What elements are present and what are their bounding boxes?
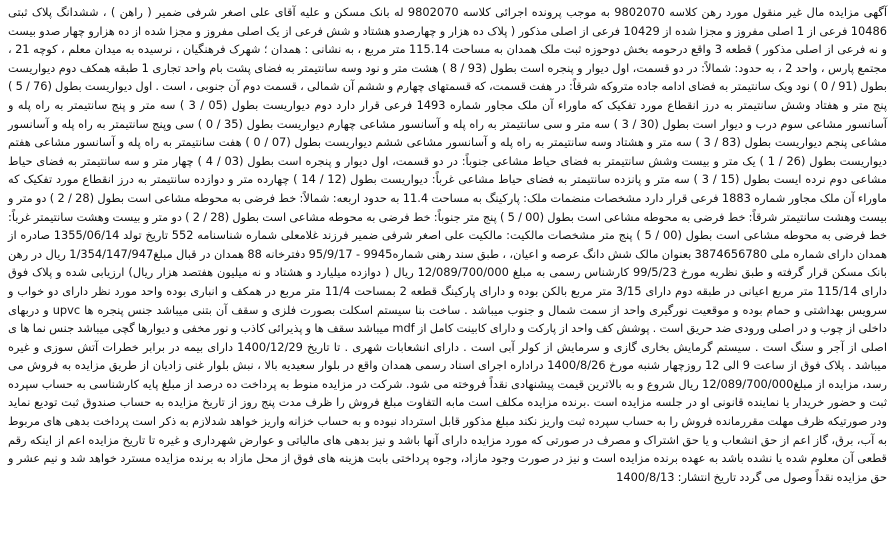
notice-body-text: آگهی مزایده مال غیر منقول مورد رهن کلاسه 9802070 به موجب پرونده اجرائی کلاسه 9802070 له بانک مسکن و علیه آقای علی اصغر شرفی ضمیر ( راهن ) ، ششدانگ پلاک ثبتی 10486 فرعی از 1 اصلی مفروز و مجزا شده از 10429 فرعی از اصلی مذکور ( پلاک ده هزار و چهارصدو هشتاد و شش فرعی از یک اصلی مفروز و مجزا شده از ده هزارو چهار صدو بیست و نه فرعی از اصلی مذکور ) قطعه 3 واقع درحومه بخش دوحوزه ثبت ملک همدان به مساحت 115.14 متر مربع ، به نشانی : همدان ؛ شهرک فرهنگیان ، نرسیده به میدان معلم ، کوچه 21 ، مجتمع پارس ، واحد 2 ، به حدود: شمالاً: در دو قسمت، اول دیوار و پنجره است بطول (93 / 8 ) هشت متر و نود وسه سانتیمتر به فضای پشت بام واحد تجاری 1 طبقه همکف دوم دیواریست بطول (91 / 0 ) نود ویک سانتیمتر به فضای ادامه جاده متروکه شرقاً: در هفت قسمت، که قسمتهای چهارم و ششم آن شمالی ، قسمت دوم آن جنوبی ، است . اول دیواریست بطول (76 / 5 ) پنج متر و هفتاد وشش سانتیمتر به درز انقطاع مورد تفکیک که ماوراء آن ملک مجاور شماره 1493 فرعی قرار دارد دوم دیواریست بطول (05 / 3 ) سه متر و پنج سانتیمتر به راه پله و آسانسور مشاعی سوم درب و دیوار است بطول (30 / 3 ) سه متر و سی سانتیمتر به راه پله و آسانسور مشاعی چهارم دیواریست بطول (35 / 0 ) سی وپنج سانتیمتر به راه پله و آسانسور مشاعی پنجم دیواریست بطول (83 / 3 ) سه متر و هشتاد وسه سانتیمتر به راه پله و آسانسور مشاعی ششم دیواریست بطول (07 / 0 ) هفت سانتیمتر به راه پله و آسانسور مشاعی هفتم دیواریست بطول (26 / 1 ) یک متر و بیست وشش سانتیمتر به فضای حیاط مشاعی جنوباً: در دو قسمت، اول دیوار و پنجره است بطول (03 / 4 ) چهار متر و سه سانتیمتر به فضای حیاط مشاعی دوم نرده ایست بطول (15 / 3 ) سه متر و پانزده سانتیمتر به فضای حیاط مشاعی غرباً: دیواریست بطول (12 / 14 ) چهارده متر و دوازده سانتیمتر به درز انقطاع مورد تفکیک که ماوراء آن ملک مجاور شماره 1883 فرعی قرار دارد مشخصات منضمات ملک: پارکینگ به مساحت 11.4 به حدود اربعه: شمالاً: خط فرضی به محوطه مشاعی است بطول (28 / 2 ) دو متر و بیست وهشت سانتیمتر شرقاً: خط فرضی به محوطه مشاعی است بطول (00 / 5 ) پنج متر جنوباً: خط فرضی به محوطه مشاعی است بطول (28 / 2 ) دو متر و بیست وهشت سانتیمتر غرباً: خط فرضی به محوطه مشاعی است بطول (00 / 5 ) پنج متر مشخصات مالکیت: مالکیت علی اصغر شرفی ضمیر فرزند غلامعلی شماره شناسنامه 552 تاریخ تولد 1355/06/14 صادره از همدان دارای شماره ملی 3874656780 بعنوان مالک شش دانگ عرصه و اعیان، ، طبق سند رهنی شماره9945 - 95/9/17 دفترخانه 88 همدان در قبال مبلغ1/354/147/947 ریال در رهن بانک مسکن قرار گرفته و طبق نظریه مورخ 99/5/23 کارشناس رسمی به مبلغ 12/089/700/000 ریال ( دوازده میلیارد و هشتاد و نه میلیون هفتصد هزار ریال) ارزیابی شده و پلاک فوق دارای 115/14 متر مربع اعیانی در طبقه دوم دارای 3/15 متر مربع بالکن بوده و دارای پارکینگ قطعه 2 بمساحت 11/4 متر مربع در همکف و انباری بوده واحد مورد نظر دارای دو خواب و سرویس بهداشتی و حمام بوده و موقعیت نورگیری واحد از سمت شمال و جنوب میباشد . ساخت بنا سیستم اسکلت بصورت فلزی و سقف آن بتنی میباشد جنس پنجره ها upvc و دربهای داخلی از چوب و در اصلی ورودی ضد حریق است . پوشش کف واحد از پارکت و دارای کابینت کامل از mdf میباشد سقف ها و پذیرائی کاذب و نور مخفی و دیوارها گچی میباشد جنس نما ها ی اصلی از آجر و سنگ است . سیستم گرمایش بخاری گازی و سرمایش از کولر آبی است . دارای انشعابات شهری . تا تاریخ 1400/12/29 دارای بیمه در برابر خطرات آتش سوزی و غیره میباشد . پلاک فوق از ساعت 9 الی 12 روزچهار شنبه مورخ 1400/8/26 دراداره اجرای اسناد رسمی همدان واقع در بلوار سعیدیه بالا ، نبش بلوار غنی زادیان از طریق مزایده به فروش می رسد، مزایده از مبلغ12/089/700/000 ریال شروع و به بالاترین قیمت پیشنهادی نقداً فروخته می شود. شرکت در مزایده منوط به پرداخت ده درصد از مبلغ پایه کارشناسی به حساب سپرده ثبت و حضور خریدار یا نماینده قانونی او در جلسه مزایده است .برنده مزایده مکلف است مابه التفاوت مبلغ فروش را ظرف مدت پنج روز از تاریخ مزایده به حساب صندوق ثبت تودیع نماید ودر صورتیکه ظرف مهلت مقررمانده فروش را به حساب سپرده ثبت واریز نکند مبلغ مذکور قابل استرداد نبوده و به حساب خزانه واریز خواهد شدلازم به ذکر است پرداخت بدهی های مربوط به آب، برق، گاز اعم از حق انشعاب و یا حق اشتراک و مصرف در صورتی که مورد مزایده دارای آنها باشد و نیز بدهی های مالیاتی و عوارض شهرداری و غیره تا تاریخ مزایده اعم از اینکه رقم قطعی آن معلوم شده یا نشده باشد به عهده برنده مزایده است و نیز در صورت وجود مازاد، وجوه پرداختی بابت هزینه های فوق از محل مازاد به برنده مزایده مسترد خواهد شد و نیم عشر و حق مزایده نقداً وصول می گردد [8,5,888,484]
publication-date-value: 1400/8/13 [616,469,675,484]
notice-body [8,3,887,486]
publication-date-line [616,470,736,484]
publication-date-label: تاریخ انتشار: [677,469,737,484]
